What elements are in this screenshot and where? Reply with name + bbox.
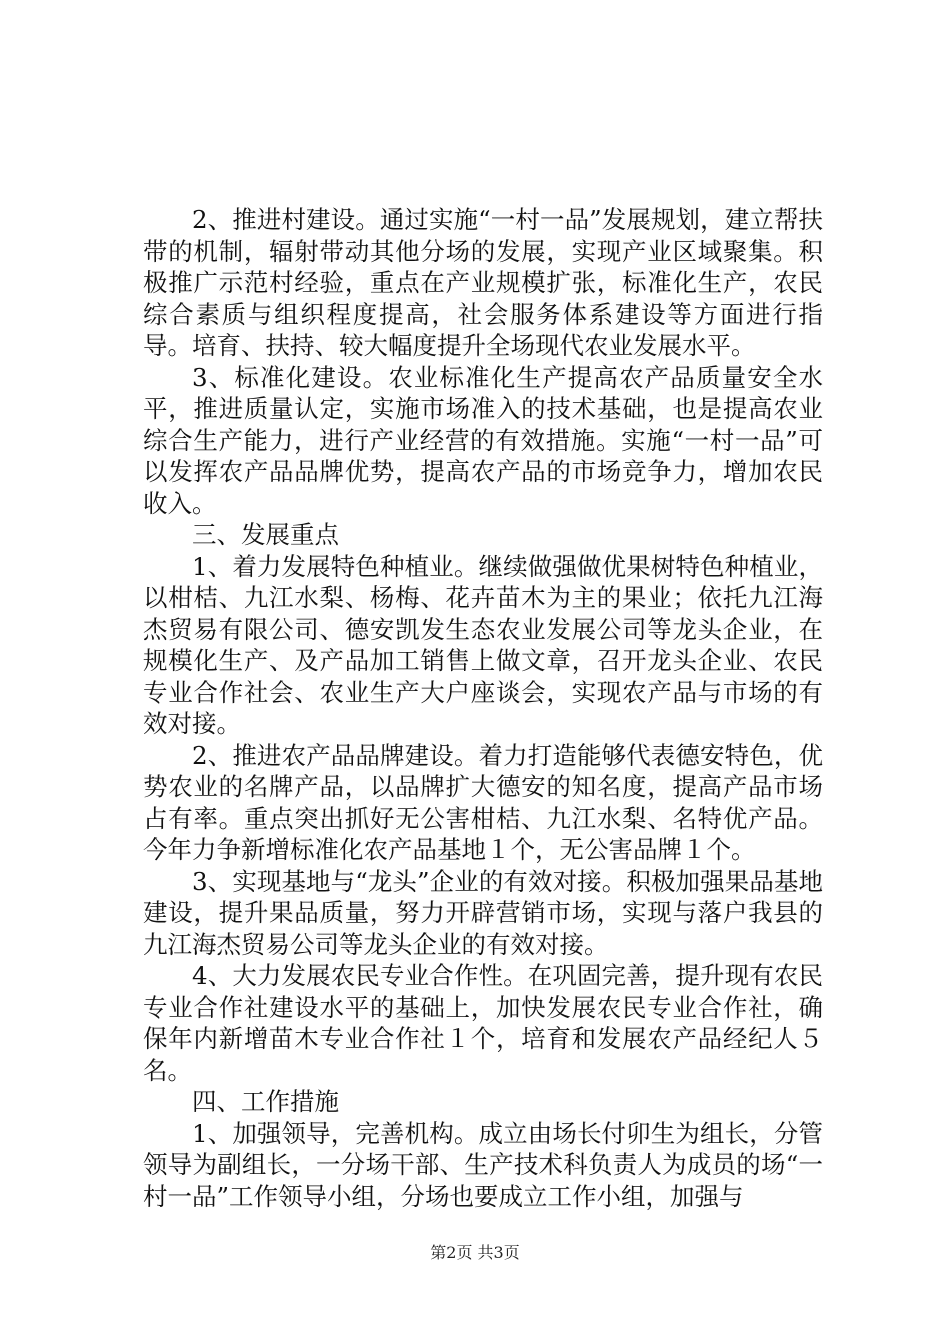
- page-footer: 第2页 共3页: [430, 1243, 520, 1262]
- paragraph-specialty-planting: 1、着力发展特色种植业。继续做强做优果树特色种植业，以柑桔、九江水梨、杨梅、花卉苗木为主的果业；依托九江海杰贸易有限公司、德安凯发生态农业发展公司等龙头企业，在规模化生产、及产品加工销售上做文章，召开龙头企业、农民专业合作社会、农业生产大户座谈会，实现农产品与市场的有效对接。: [143, 551, 823, 738]
- paragraph-leadership: 1、加强领导，完善机构。成立由场长付卯生为组长，分管领导为副组长，一分场干部、生产技术科负责人为成员的场“一村一品”工作领导小组，分场也要成立工作小组，加强与: [143, 1118, 823, 1211]
- paragraph-standardization: 3、标准化建设。农业标准化生产提高农产品质量安全水平，推进质量认定，实施市场准入的技术基础，也是提高农业综合生产能力，进行产业经营的有效措施。实施“一村一品”可以发挥农产品品牌优势，提高农产品的市场竞争力，增加农民收入。: [143, 362, 823, 518]
- paragraph-cooperatives: 4、大力发展农民专业合作性。在巩固完善，提升现有农民专业合作社建设水平的基础上，加快发展农民专业合作社，确保年内新增苗木专业合作社１个，培育和发展农产品经纪人５名。: [143, 961, 823, 1085]
- paragraph-village-construction: 2、推进村建设。通过实施“一村一品”发展规划，建立帮扶带的机制，辐射带动其他分场的发展，实现产业区域聚集。积极推广示范村经验，重点在产业规模扩张，标准化生产，农民综合素质与组织程度提高，社会服务体系建设等方面进行指导。培育、扶持、较大幅度提升全场现代农业发展水平。: [143, 205, 823, 360]
- section-heading-development-focus: 三、发展重点: [192, 520, 339, 549]
- paragraph-brand-building: 2、推进农产品品牌建设。着力打造能够代表德安特色，优势农业的名牌产品，以品牌扩大德安的知名度，提高产品市场占有率。重点突出抓好无公害柑桔、九江水梨、名特优产品。今年力争新增标准化农产品基地１个，无公害品牌１个。: [143, 740, 823, 864]
- paragraph-base-enterprise-link: 3、实现基地与“龙头”企业的有效对接。积极加强果品基地建设，提升果品质量，努力开辟营销市场，实现与落户我县的九江海杰贸易公司等龙头企业的有效对接。: [143, 866, 823, 959]
- section-heading-work-measures: 四、工作措施: [192, 1087, 339, 1116]
- document-body: [143, 204, 823, 1212]
